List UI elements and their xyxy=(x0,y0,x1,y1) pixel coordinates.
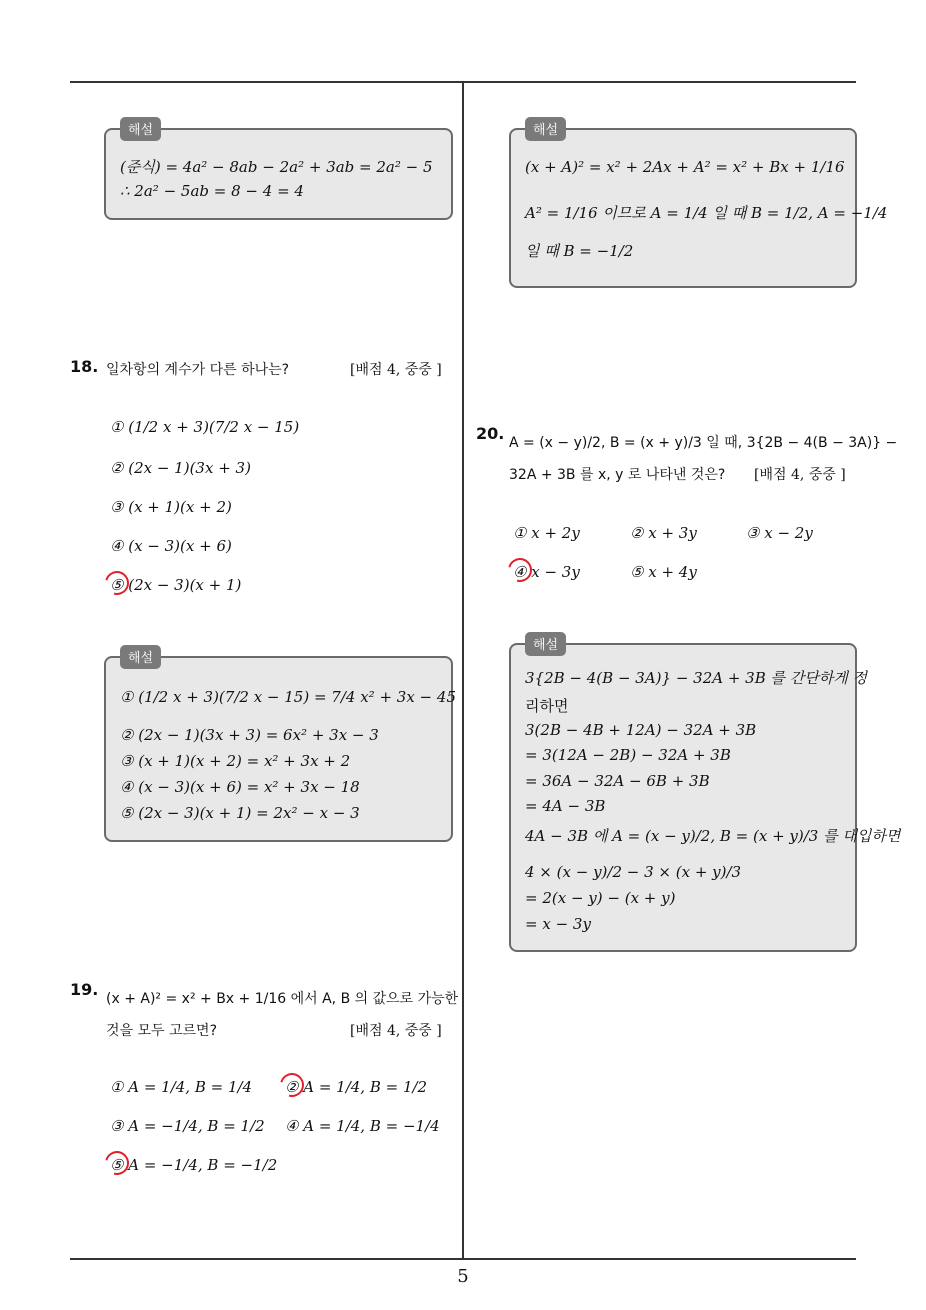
solution-line: ① (1/2 x + 3)(7/2 x − 15) = 7/4 x² + 3x − 45 xyxy=(120,688,456,706)
option-18-5[interactable]: ⑤ (2x − 3)(x + 1) xyxy=(110,576,242,594)
solution-line: ∴ 2a² − 5ab = 8 − 4 = 4 xyxy=(120,182,304,200)
solution-line: ④ (x − 3)(x + 6) = x² + 3x − 18 xyxy=(120,778,360,796)
question-number-18: 18. xyxy=(70,357,99,376)
solution-line: 일 때 B = −1/2 xyxy=(525,242,634,260)
solution-line: 리하면 xyxy=(525,697,569,715)
solution-label: 해설 xyxy=(120,645,161,669)
solution-line: ③ (x + 1)(x + 2) = x² + 3x + 2 xyxy=(120,752,351,770)
solution-label: 해설 xyxy=(525,632,566,656)
answer-mark-circle xyxy=(101,1147,134,1180)
solution-line: (x + A)² = x² + 2Ax + A² = x² + Bx + 1/16 xyxy=(525,158,845,176)
option-18-3[interactable]: ③ (x + 1)(x + 2) xyxy=(110,498,232,516)
option-20-4[interactable]: ④ x − 3y xyxy=(513,563,580,581)
option-20-5[interactable]: ⑤ x + 4y xyxy=(630,563,697,581)
option-19-4[interactable]: ④ A = 1/4, B = −1/4 xyxy=(285,1117,440,1135)
solution-line: 4 × (x − y)/2 − 3 × (x + y)/3 xyxy=(525,863,742,881)
solution-box-17 xyxy=(104,123,453,220)
question-prompt-18: 일차항의 계수가 다른 하나는? xyxy=(106,362,290,378)
page-number: 5 xyxy=(457,1266,469,1287)
option-20-1[interactable]: ① x + 2y xyxy=(513,524,580,542)
solution-label: 해설 xyxy=(120,117,161,141)
option-19-2[interactable]: ② A = 1/4, B = 1/2 xyxy=(285,1078,428,1096)
option-19-3[interactable]: ③ A = −1/4, B = 1/2 xyxy=(110,1117,265,1135)
question-number-20: 20. xyxy=(476,424,505,443)
solution-label: 해설 xyxy=(525,117,566,141)
option-20-2[interactable]: ② x + 3y xyxy=(630,524,697,542)
question-prompt-20-line1: A = (x − y)/2, B = (x + y)/3 일 때, 3{2B − 4(B − 3A)} − xyxy=(509,435,898,451)
option-19-5[interactable]: ⑤ A = −1/4, B = −1/2 xyxy=(110,1156,278,1174)
question-prompt-19-line2: 것을 모두 고르면? xyxy=(106,1023,217,1039)
question-number-19: 19. xyxy=(70,980,99,999)
option-20-3[interactable]: ③ x − 2y xyxy=(746,524,813,542)
solution-line: = 4A − 3B xyxy=(525,797,606,815)
solution-box-20 xyxy=(509,638,901,952)
option-18-2[interactable]: ② (2x − 1)(3x + 3) xyxy=(110,459,251,477)
question-points-19: [배점 4, 중중 ] xyxy=(350,1023,442,1039)
solution-line: 3{2B − 4(B − 3A)} − 32A + 3B 를 간단하게 정 xyxy=(525,669,867,687)
option-18-1[interactable]: ① (1/2 x + 3)(7/2 x − 15) xyxy=(110,418,300,436)
solution-line: A² = 1/16 이므로 A = 1/4 일 때 B = 1/2, A = −1/4 xyxy=(525,204,888,222)
solution-line: ⑤ (2x − 3)(x + 1) = 2x² − x − 3 xyxy=(120,804,360,822)
question-points-20: [배점 4, 중중 ] xyxy=(754,467,846,483)
question-prompt-20-line2: 32A + 3B 를 x, y 로 나타낸 것은? xyxy=(509,467,726,483)
answer-mark-circle xyxy=(101,567,134,600)
solution-line: (준식) = 4a² − 8ab − 2a² + 3ab = 2a² − 5 xyxy=(120,158,433,176)
solution-line: = 2(x − y) − (x + y) xyxy=(525,889,676,907)
solution-line: 3(2B − 4B + 12A) − 32A + 3B xyxy=(525,721,757,739)
question-prompt-19-line1: (x + A)² = x² + Bx + 1/16 에서 A, B 의 값으로 가능한 xyxy=(106,991,459,1007)
solution-line: = 36A − 32A − 6B + 3B xyxy=(525,772,710,790)
solution-line: 4A − 3B 에 A = (x − y)/2, B = (x + y)/3 를 대입하면 xyxy=(525,827,901,845)
solution-box-18 xyxy=(104,651,456,842)
answer-mark-circle xyxy=(276,1069,309,1102)
bottom-rule xyxy=(70,1258,856,1260)
solution-line: = 3(12A − 2B) − 32A + 3B xyxy=(525,746,731,764)
solution-line: = x − 3y xyxy=(525,915,591,933)
answer-mark-circle xyxy=(504,554,537,587)
column-divider xyxy=(462,82,464,1259)
option-18-4[interactable]: ④ (x − 3)(x + 6) xyxy=(110,537,232,555)
option-19-1[interactable]: ① A = 1/4, B = 1/4 xyxy=(110,1078,253,1096)
solution-box-19 xyxy=(509,123,888,288)
question-points-18: [배점 4, 중중 ] xyxy=(350,362,442,378)
solution-line: ② (2x − 1)(3x + 3) = 6x² + 3x − 3 xyxy=(120,726,379,744)
